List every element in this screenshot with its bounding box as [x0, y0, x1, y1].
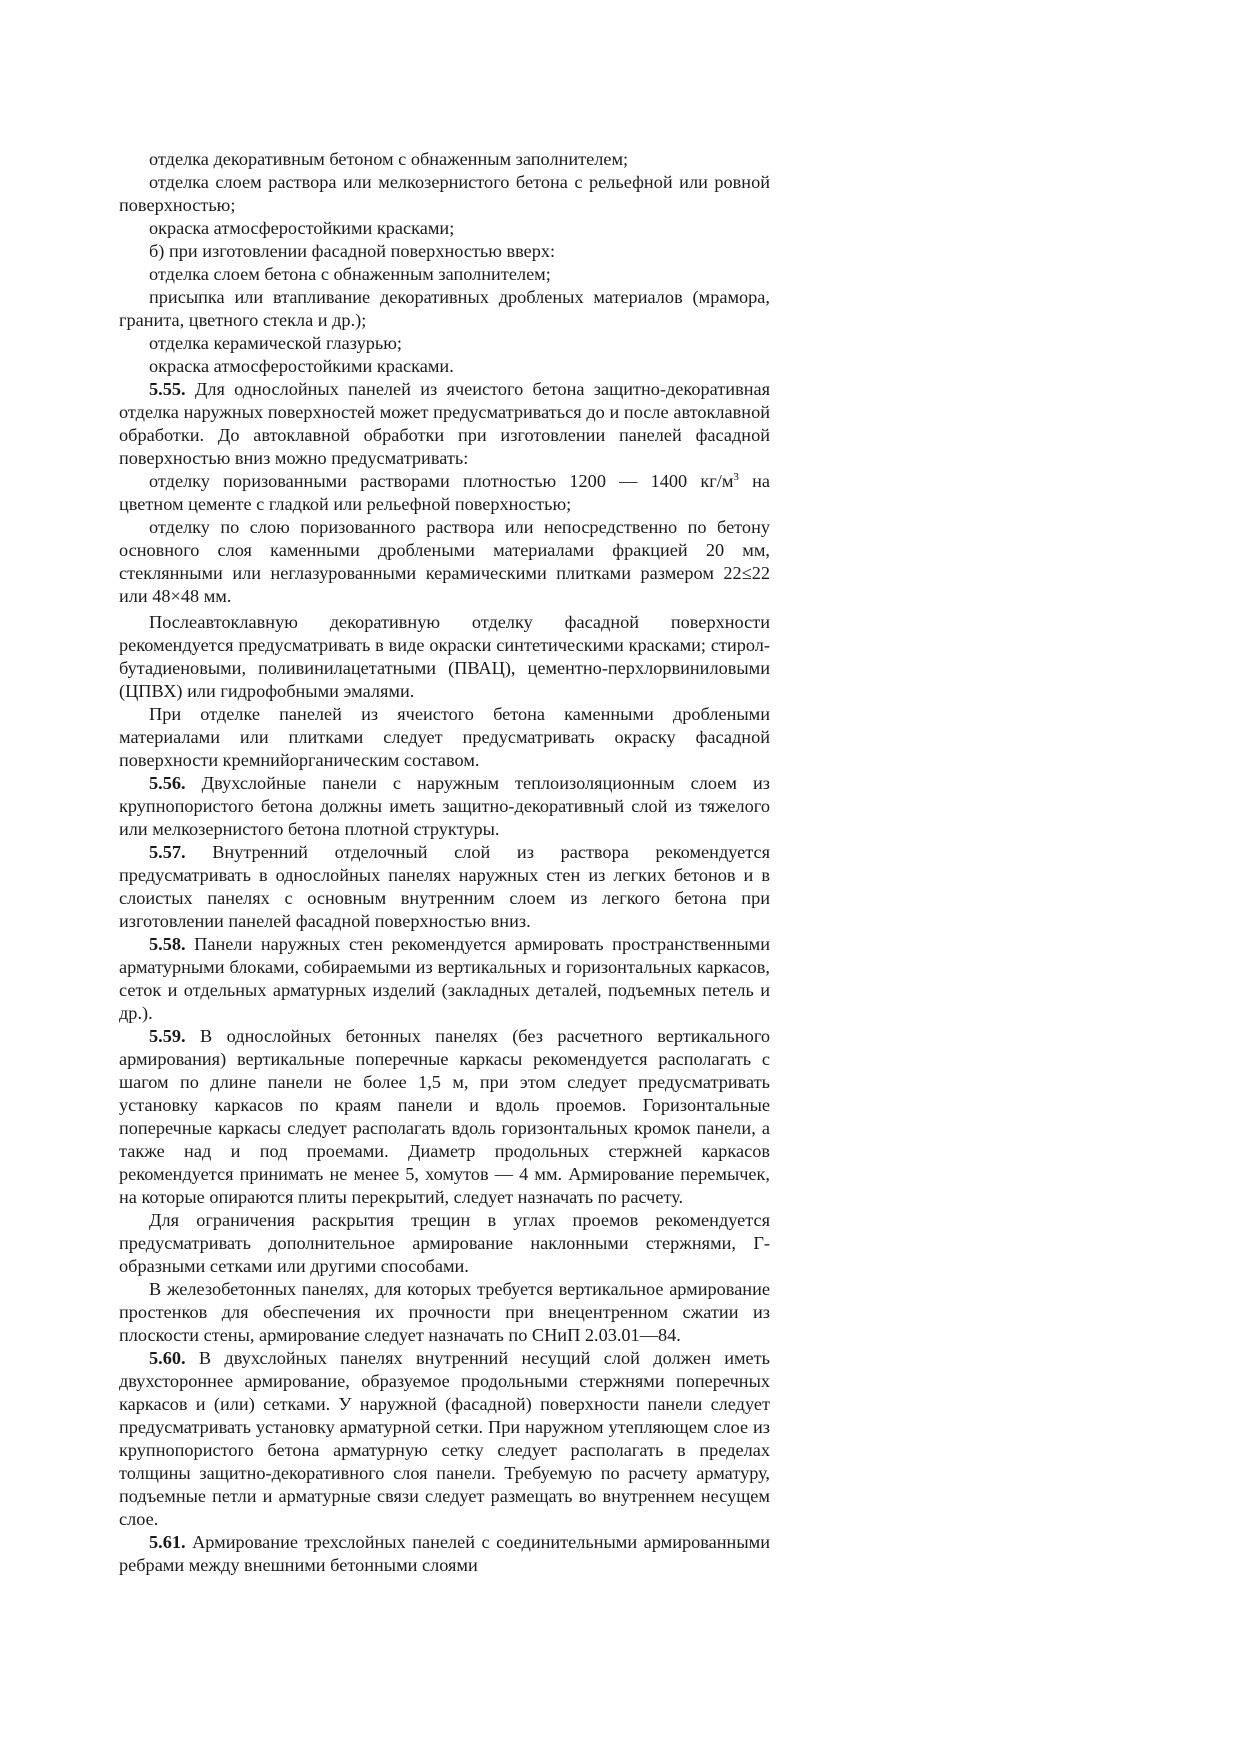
paragraph	[119, 263, 770, 286]
paragraph-text: отделка слоем бетона с обнаженным заполнителем;	[149, 264, 551, 284]
paragraph	[119, 611, 770, 703]
section-number: 5.57.	[149, 842, 186, 862]
paragraph-5-55	[119, 378, 770, 470]
paragraph-text: Внутренний отделочный слой из раствора рекомендуется предусматривать в однослойных панелях наружных стен из легких бетонов и в слоистых панелях с основным внутренним слоем из легкого бетона при изготовлении панелей фасадной поверхностью вниз.	[119, 842, 770, 931]
paragraph	[119, 1209, 770, 1278]
section-number: 5.59.	[149, 1026, 186, 1046]
section-number: 5.56.	[149, 773, 186, 793]
paragraph	[119, 171, 770, 217]
section-number: 5.61.	[149, 1532, 186, 1552]
paragraph-text: отделку по слою поризованного раствора или непосредственно по бетону основного слоя каменными дроблеными материалами фракцией 20 мм, стеклянными или неглазурованными керамическими плитками размером 22≤22 или 48×48 мм.	[119, 517, 770, 606]
paragraph	[119, 332, 770, 355]
paragraph-text: Послеавтоклавную декоративную отделку фасадной поверхности рекомендуется предусматривать в виде окраски синтетическими красками; стирол-бутадиеновыми, поливинилацетатными (ПВАЦ), цементно-перхлорвиниловыми (ЦПВХ) или гидрофобными эмалями.	[119, 612, 770, 701]
paragraph-text: отделка декоративным бетоном с обнаженным заполнителем;	[149, 149, 629, 169]
paragraph-text: Для ограничения раскрытия трещин в углах проемов рекомендуется предусматривать дополнительное армирование наклонными стержнями, Г-образными сетками или другими способами.	[119, 1210, 770, 1276]
paragraph-5-57	[119, 841, 770, 933]
paragraph	[119, 703, 770, 772]
superscript: 3	[733, 471, 739, 483]
paragraph-text: В железобетонных панелях, для которых требуется вертикальное армирование простенков для обеспечения их прочности при внецентренном сжатии из плоскости стены, армирование следует назначать по СНиП 2.03.01—84.	[119, 1279, 770, 1345]
paragraph	[119, 286, 770, 332]
paragraph-text: При отделке панелей из ячеистого бетона каменными дроблеными материалами или плитками следует предусматривать окраску фасадной поверхности кремнийорганическим составом.	[119, 704, 770, 770]
paragraph-5-61	[119, 1531, 770, 1577]
paragraph-text: В однослойных бетонных панелях (без расчетного вертикального армирования) вертикальные поперечные каркасы рекомендуется располагать с шагом по длине панели не более 1,5 м, при этом следует предусматривать установку каркасов по краям панели и вдоль проемов. Горизонтальные поперечные каркасы следует располагать вдоль горизонтальных кромок панели, а также над и под проемами. Диаметр продольных стержней каркасов рекомендуется принимать не менее 5, хомутов — 4 мм. Армирование перемычек, на которые опираются плиты перекрытий, следует назначать по расчету.	[119, 1026, 771, 1207]
paragraph-text: Панели наружных стен рекомендуется армировать пространственными арматурными блоками, собираемыми из вертикальных и горизонтальных каркасов, сеток и отдельных арматурных изделий (закладных деталей, подъемных петель и др.).	[119, 934, 770, 1023]
paragraph-5-59	[119, 1025, 770, 1209]
paragraph-text: отделка слоем раствора или мелкозернистого бетона с рельефной или ровной поверхностью;	[119, 172, 770, 215]
paragraph-text-continued: на цветном цементе с гладкой или рельефной поверхностью;	[119, 471, 770, 514]
paragraph	[119, 470, 770, 516]
paragraph-text: отделка керамической глазурью;	[149, 333, 402, 353]
paragraph-text: присыпка или втапливание декоративных дробленых материалов (мрамора, гранита, цветного стекла и др.);	[119, 287, 770, 330]
paragraph-text: окраска атмосферостойкими красками.	[149, 356, 454, 376]
section-number: 5.55.	[149, 379, 186, 399]
paragraph-text: окраска атмосферостойкими красками;	[149, 218, 455, 238]
paragraph-text: Для однослойных панелей из ячеистого бетона защитно-декоративная отделка наружных поверхностей может предусматриваться до и после автоклавной обработки. До автоклавной обработки при изготовлении панелей фасадной поверхностью вниз можно предусматривать:	[119, 379, 771, 468]
paragraph-5-56	[119, 772, 770, 841]
paragraph-text: Армирование трехслойных панелей с соединительными армированными ребрами между внешними бетонными слоями	[119, 1532, 770, 1575]
paragraph	[119, 516, 770, 608]
paragraph-text: отделку поризованными растворами плотностью 1200 — 1400 кг/м	[149, 471, 734, 491]
section-number: 5.60.	[149, 1348, 186, 1368]
paragraph	[119, 217, 770, 240]
section-number: 5.58.	[149, 934, 186, 954]
paragraph-text: В двухслойных панелях внутренний несущий слой должен иметь двухстороннее армирование, образуемое продольными стержнями поперечных каркасов и (или) сетками. У наружной (фасадной) поверхности панели следует предусматривать установку арматурной сетки. При наружном утепляющем слое из крупнопористого бетона арматурную сетку следует располагать в пределах толщины защитно-декоративного слоя панели. Требуемую по расчету арматуру, подъемные петли и арматурные связи следует размещать во внутреннем несущем слое.	[119, 1348, 770, 1529]
paragraph	[119, 148, 770, 171]
paragraph	[119, 355, 770, 378]
paragraph	[119, 1278, 770, 1347]
paragraph-5-58	[119, 933, 770, 1025]
paragraph-5-60	[119, 1347, 770, 1531]
paragraph-text: б) при изготовлении фасадной поверхностью вверх:	[149, 241, 556, 261]
paragraph-text: Двухслойные панели с наружным теплоизоляционным слоем из крупнопористого бетона должны иметь защитно-декоративный слой из тяжелого или мелкозернистого бетона плотной структуры.	[119, 773, 770, 839]
paragraph	[119, 240, 770, 263]
document-page	[119, 148, 770, 1577]
